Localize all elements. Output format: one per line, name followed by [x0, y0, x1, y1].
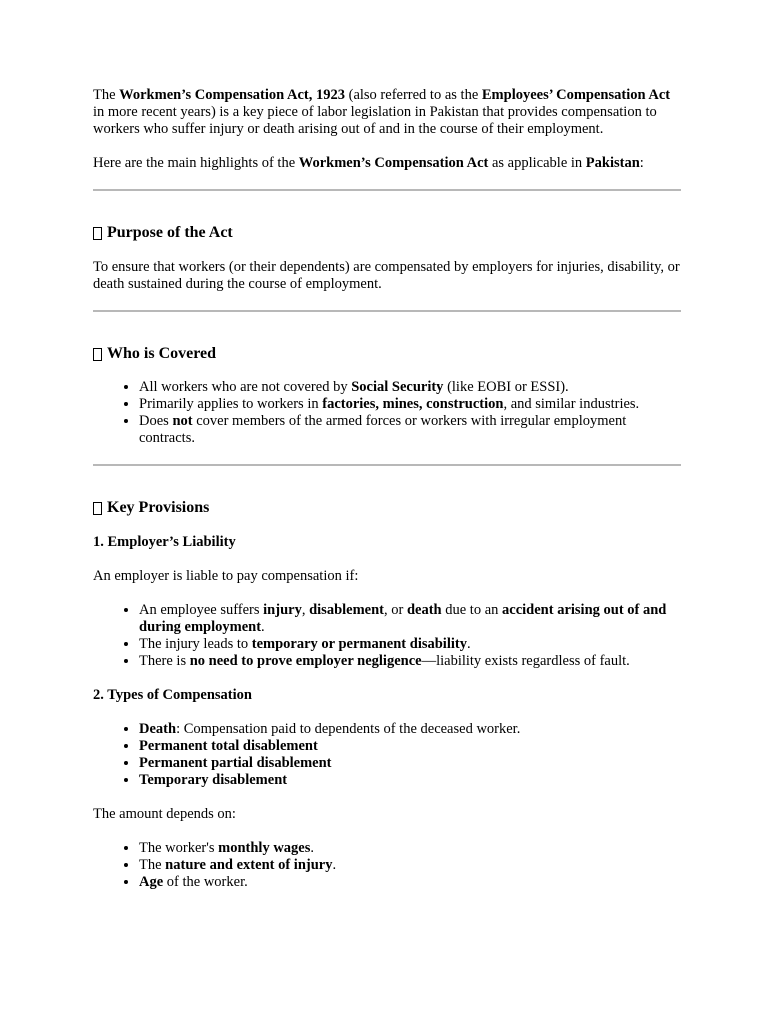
list-item: [139, 636, 681, 653]
text-run: cover members of the armed forces or workers with irregular employment contracts.: [139, 413, 627, 446]
text-run: (also referred to as the: [345, 87, 482, 103]
compensation-types-list: [93, 721, 681, 789]
text-run: : Compensation paid to dependents of the deceased worker.: [176, 721, 521, 737]
text-run: The: [93, 87, 120, 103]
text-run: , or: [384, 602, 407, 618]
act-name: Workmen’s Compensation Act, 1923: [119, 87, 345, 103]
highlights-intro: [93, 155, 681, 172]
emphasis: no need to prove employer negligence: [189, 653, 422, 669]
text-run: The: [139, 857, 166, 873]
coverage-list: [93, 379, 681, 447]
missing-glyph-icon: [93, 502, 102, 515]
text-run: .: [466, 636, 471, 652]
missing-glyph-icon: [93, 348, 102, 361]
list-item: [139, 874, 681, 891]
list-item: [139, 396, 681, 413]
list-item: [139, 653, 681, 670]
emphasis: Permanent total disablement: [139, 738, 318, 754]
emphasis: Permanent partial disablement: [139, 755, 332, 771]
text-run: .: [261, 619, 265, 635]
text-run: as applicable in: [488, 155, 586, 171]
subheading-liability: 1. Employer’s Liability: [93, 534, 236, 550]
missing-glyph-icon: [93, 227, 102, 240]
text-run: The injury leads to: [139, 636, 252, 652]
heading-text: Purpose of the Act: [107, 224, 233, 241]
text-run: The worker's: [139, 840, 219, 856]
list-item: [139, 413, 681, 447]
emphasis: disablement: [309, 602, 384, 618]
subheading-types: 2. Types of Compensation: [93, 687, 252, 703]
list-item: [139, 772, 681, 789]
text-run: (like EOBI or ESSI).: [443, 379, 569, 395]
section-heading-covered: [93, 344, 681, 364]
liability-lead: An employer is liable to pay compensation if:: [93, 568, 359, 584]
emphasis: Death: [139, 721, 177, 737]
intro-paragraph: [93, 87, 681, 138]
text-run: .: [332, 857, 337, 873]
text-run: Does: [139, 413, 173, 429]
text-run: of the worker.: [163, 874, 248, 890]
heading-text: Who is Covered: [107, 345, 217, 362]
text-run: There is: [139, 653, 190, 669]
section-divider: [93, 189, 681, 191]
document-body: [93, 87, 681, 891]
text-run: All workers who are not covered by: [139, 379, 352, 395]
emphasis: nature and extent of injury: [165, 857, 333, 873]
text-run: .: [310, 840, 314, 856]
country-name: Pakistan: [585, 155, 640, 171]
section-heading-purpose: [93, 223, 681, 243]
list-item: [139, 840, 681, 857]
text-run: Here are the main highlights of the: [93, 155, 299, 171]
section-divider: [93, 464, 681, 466]
list-item: [139, 721, 681, 738]
emphasis: accident arising out of and during employment: [139, 602, 667, 635]
emphasis: factories, mines, construction: [322, 396, 504, 412]
liability-list: [93, 602, 681, 670]
emphasis: not: [172, 413, 193, 429]
list-item: [139, 857, 681, 874]
text-run: in more recent years) is a key piece of labor legislation in Pakistan that provides compensation to workers who suffer injury or death arising out of and in the course of their employment.: [93, 104, 657, 137]
section-divider: [93, 310, 681, 312]
emphasis: injury: [263, 602, 302, 618]
text-run: Primarily applies to workers in: [139, 396, 323, 412]
act-alt-name: Employees’ Compensation Act: [481, 87, 671, 103]
amount-factors-list: [93, 840, 681, 891]
act-name: Workmen’s Compensation Act: [298, 155, 489, 171]
text-run: due to an: [441, 602, 503, 618]
emphasis: temporary or permanent disability: [251, 636, 467, 652]
purpose-text: To ensure that workers (or their dependents) are compensated by employers for injuries, disability, or death sustained during the course of employment.: [93, 259, 680, 292]
text-run: :: [639, 155, 644, 171]
heading-text: Key Provisions: [107, 499, 210, 516]
emphasis: death: [406, 602, 442, 618]
emphasis: Social Security: [351, 379, 444, 395]
text-run: , and similar industries.: [503, 396, 640, 412]
text-run: ,: [301, 602, 310, 618]
emphasis: Temporary disablement: [139, 772, 288, 788]
list-item: [139, 738, 681, 755]
list-item: [139, 602, 681, 636]
emphasis: monthly wages: [218, 840, 311, 856]
text-run: An employee suffers: [139, 602, 264, 618]
list-item: [139, 755, 681, 772]
amount-lead: The amount depends on:: [93, 806, 236, 822]
section-heading-provisions: [93, 498, 681, 518]
list-item: [139, 379, 681, 396]
emphasis: Age: [139, 874, 164, 890]
text-run: —liability exists regardless of fault.: [421, 653, 630, 669]
